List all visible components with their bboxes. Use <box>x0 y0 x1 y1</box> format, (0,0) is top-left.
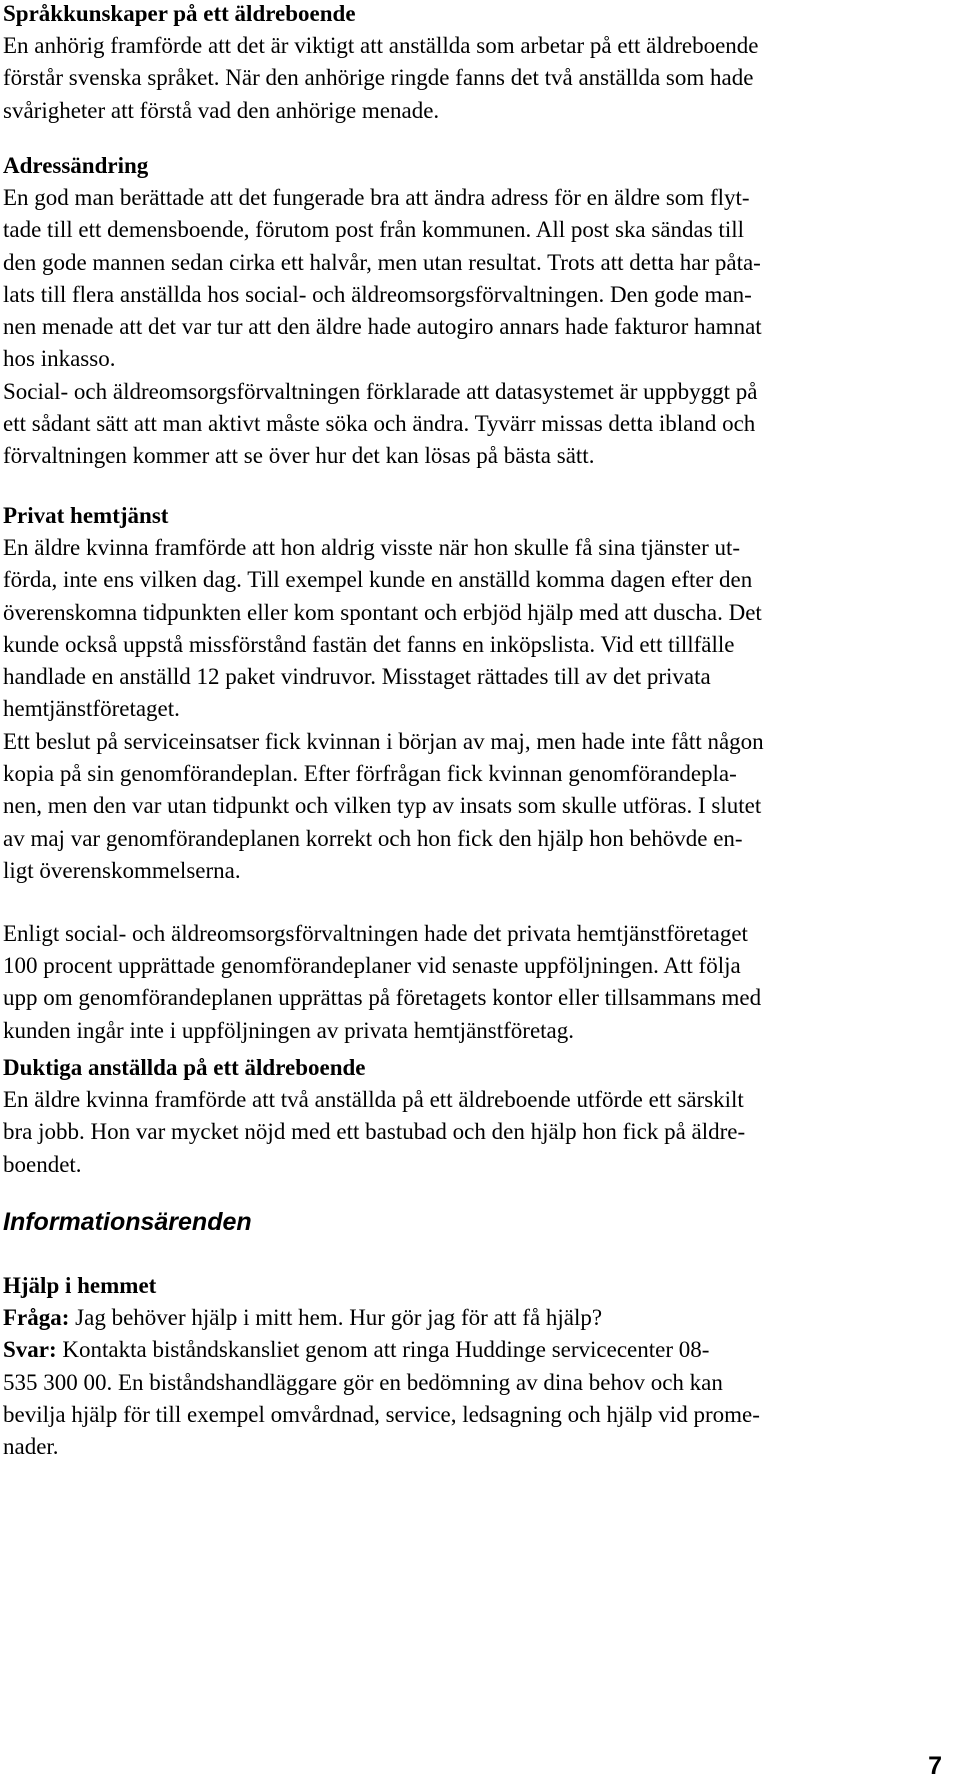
text-line: En äldre kvinna framförde att hon aldrig visste när hon skulle få sina tjänster ut- <box>3 535 741 561</box>
section-heading: Hjälp i hemmet <box>3 1273 157 1298</box>
text-line: svårigheter att förstå vad den anhörige menade. <box>3 97 440 123</box>
section-heading: Adressändring <box>3 153 149 178</box>
paragraph <box>3 182 762 375</box>
text-line: lats till flera anställda hos social- och äldreomsorgsförvaltningen. Den gode man- <box>3 281 752 307</box>
text-line: av maj var genomförandeplanen korrekt och hon fick den hjälp hon behövde en- <box>3 825 743 851</box>
answer-line <box>3 1334 760 1366</box>
paragraph <box>3 30 759 127</box>
section-hjalp-i-hemmet <box>3 1270 760 1463</box>
section-adressandring <box>3 150 762 375</box>
text-line: den gode mannen sedan cirka ett halvår, men utan resultat. Trots att detta har påta- <box>3 249 761 275</box>
text-line: kunden ingår inte i uppföljningen av privata hemtjänstföretag. <box>3 1017 575 1043</box>
text-line: kopia på sin genomförandeplan. Efter förfrågan fick kvinnan genomförandepla- <box>3 761 737 787</box>
paragraph <box>3 1084 745 1181</box>
section-sprakkunskaper <box>3 0 759 127</box>
section-informationsarenden <box>3 1206 252 1238</box>
section-privat-hemtjanst <box>3 500 762 725</box>
question-label: Fråga: <box>3 1305 70 1331</box>
text-line: ligt överenskommelserna. <box>3 857 241 883</box>
text-line: Enligt social- och äldreomsorgsförvaltningen hade det privata hemtjänstföretaget <box>3 921 748 946</box>
text-line: boendet. <box>3 1151 82 1177</box>
text-line: 535 300 00. En biståndshandläggare gör en bedömning av dina behov och kan <box>3 1369 723 1395</box>
text-line: upp om genomförandeplanen upprättas på företagets kontor eller tillsammans med <box>3 985 762 1011</box>
question-line <box>3 1302 760 1334</box>
text-line: Social- och äldreomsorgsförvaltningen förklarade att datasystemet är uppbyggt på <box>3 379 758 404</box>
text-line: hos inkasso. <box>3 346 116 372</box>
text-line: förvaltningen kommer att se över hur det kan lösas på bästa sätt. <box>3 443 595 469</box>
section-heading: Språkkunskaper på ett äldreboende <box>3 1 356 26</box>
text-line: Ett beslut på serviceinsatser fick kvinnan i början av maj, men hade inte fått någon <box>3 729 764 754</box>
answer <box>3 1334 760 1463</box>
text-line: En anhörig framförde att det är viktigt att anställda som arbetar på ett äldreboende <box>3 33 759 59</box>
text-line: nen, men den var utan tidpunkt och vilken typ av insats som skulle utföras. I slutet <box>3 793 762 819</box>
section-privat-hemtjanst-p2 <box>3 726 764 887</box>
paragraph <box>3 532 762 725</box>
answer-text: Kontakta biståndskansliet genom att ringa Huddinge servicecenter 08- <box>56 1337 710 1363</box>
paragraph <box>3 918 761 1047</box>
text-line: En god man berättade att det fungerade bra att ändra adress för en äldre som flyt- <box>3 185 750 211</box>
paragraph <box>3 376 758 473</box>
paragraph <box>3 726 764 887</box>
chapter-heading: Informationsärenden <box>3 1208 252 1236</box>
question <box>3 1302 760 1334</box>
section-heading: Duktiga anställda på ett äldreboende <box>3 1055 366 1080</box>
section-heading: Privat hemtjänst <box>3 503 169 528</box>
page-number: 7 <box>928 1752 942 1780</box>
section-privat-hemtjanst-p3 <box>3 918 761 1047</box>
text-line: överenskomna tidpunkten eller kom spontant och erbjöd hjälp med att duscha. Det <box>3 599 762 625</box>
text-line: bra jobb. Hon var mycket nöjd med ett bastubad och den hjälp hon fick på äldre- <box>3 1119 746 1145</box>
text-line: kunde också uppstå missförstånd fastän det fanns en inköpslista. Vid ett tillfälle <box>3 631 735 657</box>
text-line: förstår svenska språket. När den anhörige ringde fanns det två anställda som hade <box>3 65 754 91</box>
answer-label: Svar: <box>3 1337 57 1363</box>
text-line: tade till ett demensboende, förutom post från kommunen. All post ska sändas till <box>3 217 744 243</box>
text-line: nader. <box>3 1434 59 1460</box>
text-line: hemtjänstföretaget. <box>3 696 180 722</box>
section-adressandring-p2 <box>3 376 758 473</box>
question-text: Jag behöver hjälp i mitt hem. Hur gör jag för att få hjälp? <box>69 1305 603 1331</box>
text-line: handlade en anställd 12 paket vindruvor. Misstaget rättades till av det privata <box>3 664 711 690</box>
text-line: förda, inte ens vilken dag. Till exempel kunde en anställd komma dagen efter den <box>3 567 753 593</box>
section-duktiga <box>3 1052 745 1181</box>
text-line: En äldre kvinna framförde att två anställda på ett äldreboende utförde ett särskilt <box>3 1087 744 1113</box>
text-line: ett sådant sätt att man aktivt måste söka och ändra. Tyvärr missas detta ibland och <box>3 411 756 437</box>
text-line: bevilja hjälp för till exempel omvårdnad, service, ledsagning och hjälp vid prome- <box>3 1401 760 1427</box>
text-line: 100 procent upprättade genomförandeplaner vid senaste uppföljningen. Att följa <box>3 953 741 979</box>
text-line: nen menade att det var tur att den äldre hade autogiro annars hade fakturor hamnat <box>3 314 762 340</box>
